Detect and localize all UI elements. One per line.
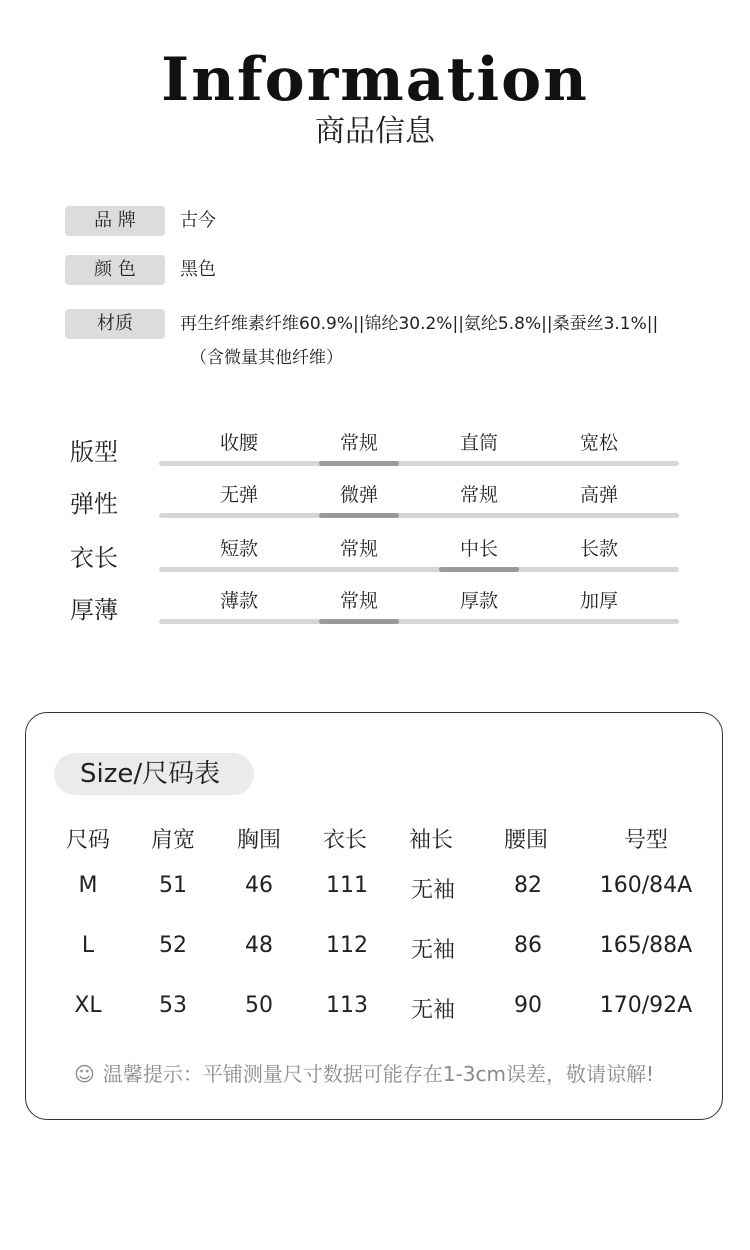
size-table-header: 号型 (623, 828, 668, 853)
scale-option: 宽松 (579, 432, 618, 454)
scale-option: 厚款 (459, 590, 498, 612)
size-table-cell: 48 (245, 933, 273, 958)
scale-option: 加厚 (579, 590, 618, 612)
size-table-cell: 111 (326, 873, 368, 898)
scale-option: 常规 (339, 432, 378, 454)
info-value: 黑色 (180, 259, 216, 280)
size-table-cell: 113 (326, 993, 368, 1018)
size-table-cell: 46 (245, 873, 273, 898)
size-table-cell: XL (74, 993, 102, 1018)
scale-option: 常规 (339, 538, 378, 560)
scale-option: 常规 (339, 590, 378, 612)
size-table-cell: 52 (159, 933, 187, 958)
size-table-cell: 165/88A (599, 933, 693, 958)
size-table-header: 衣长 (322, 828, 367, 853)
scale-highlight (319, 461, 399, 466)
scale-option: 高弹 (579, 484, 618, 506)
scale-option: 微弹 (339, 484, 378, 506)
scale-track (159, 513, 679, 518)
size-table-cell: 160/84A (599, 873, 693, 898)
size-table-header: 肩宽 (150, 828, 195, 853)
scale-option: 长款 (579, 538, 618, 560)
size-chart-card (25, 712, 723, 1120)
size-table-cell: 170/92A (599, 993, 693, 1018)
page-subtitle: 商品信息 (315, 114, 435, 149)
size-table-cell: 53 (159, 993, 187, 1018)
scale-track (159, 461, 679, 466)
scale-option: 直筒 (459, 432, 498, 454)
scale-highlight (319, 619, 399, 624)
page-title: Information (161, 45, 589, 115)
smile-icon: ☺ (74, 1062, 95, 1086)
size-table-cell: 90 (514, 993, 542, 1018)
size-table-cell: 82 (514, 873, 542, 898)
size-table-cell: 86 (514, 933, 542, 958)
scale-option: 短款 (219, 538, 258, 560)
scale-option: 常规 (459, 484, 498, 506)
info-value: 再生纤维素纤维60.9%||锦纶30.2%||氨纶5.8%||桑蚕丝3.1%|| (180, 314, 659, 334)
scale-fit (70, 428, 690, 478)
scale-option: 收腰 (219, 432, 258, 454)
size-tip-text: 温馨提示：平铺测量尺寸数据可能存在1-3cm误差，敬请谅解! (102, 1062, 655, 1086)
size-table-cell: 无袖 (410, 998, 455, 1023)
size-tip (74, 1058, 654, 1087)
size-table-cell: M (78, 873, 98, 898)
size-table-cell: 50 (245, 993, 273, 1018)
info-label: 品 牌 (65, 206, 165, 236)
scale-label: 衣长 (70, 544, 118, 572)
scale-label: 弹性 (70, 490, 118, 518)
scale-track (159, 567, 679, 572)
scale-track (159, 619, 679, 624)
size-table-cell: 51 (159, 873, 187, 898)
info-value: 古今 (180, 210, 216, 231)
scale-length (70, 534, 690, 584)
size-table-header: 腰围 (503, 828, 548, 853)
size-table-cell: 无袖 (410, 938, 455, 963)
size-table-header: 胸围 (236, 828, 281, 853)
scale-thickness (70, 586, 690, 636)
info-value-note: （含微量其他纤维） (190, 348, 343, 368)
info-label: 材质 (65, 309, 165, 339)
scale-option: 薄款 (219, 590, 258, 612)
size-table-header: 袖长 (408, 828, 453, 853)
size-table-cell: 无袖 (410, 878, 455, 903)
size-chart-title: Size/尺码表 (54, 753, 254, 795)
scale-label: 厚薄 (70, 596, 118, 624)
scale-elasticity (70, 480, 690, 530)
size-table-cell: L (81, 933, 95, 958)
info-label: 颜 色 (65, 255, 165, 285)
scale-highlight (319, 513, 399, 518)
scale-option: 无弹 (219, 484, 258, 506)
scale-label: 版型 (70, 438, 118, 466)
scale-option: 中长 (459, 538, 498, 560)
scale-highlight (439, 567, 519, 572)
size-table-cell: 112 (326, 933, 368, 958)
size-table-header: 尺码 (65, 828, 110, 853)
